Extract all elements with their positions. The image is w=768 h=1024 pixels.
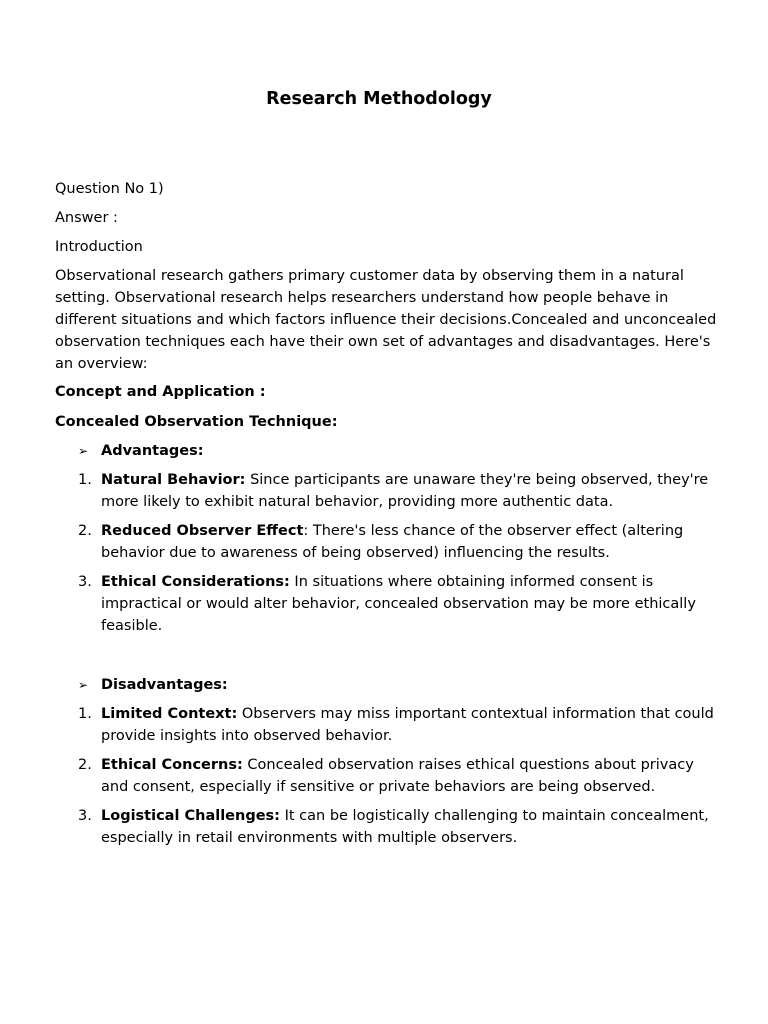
concept-heading: Concept and Application :: [55, 384, 266, 400]
item-term: Logistical Challenges:: [101, 808, 280, 824]
item-first-line: [101, 469, 718, 491]
item-number: 1.: [78, 706, 92, 722]
list-item: [78, 703, 718, 747]
item-first-line: [101, 571, 718, 593]
item-term: Ethical Considerations:: [101, 574, 290, 590]
answer-label: Answer :: [55, 210, 118, 226]
item-first-line: [101, 703, 718, 725]
item-line: feasible.: [101, 618, 163, 634]
item-line: more likely to exhibit natural behavior, providing more authentic data.: [101, 494, 614, 510]
item-text: Observers may miss important contextual information that could: [237, 706, 714, 722]
item-text: : There's less chance of the observer effect (altering: [303, 523, 684, 539]
item-number: 2.: [78, 523, 92, 539]
introduction-heading: Introduction: [55, 239, 143, 255]
item-line: behavior due to awareness of being observed) influencing the results.: [101, 545, 610, 561]
item-first-line: [101, 520, 718, 542]
paragraph-line: Observational research gathers primary customer data by observing them in a natural: [55, 268, 684, 284]
item-number: 3.: [78, 808, 92, 824]
arrow-bullet-icon: ➢: [78, 678, 89, 692]
paragraph-line: an overview:: [55, 356, 148, 372]
item-term: Natural Behavior:: [101, 472, 246, 488]
advantages-label: Advantages:: [101, 443, 204, 459]
item-line: and consent, especially if sensitive or private behaviors are being observed.: [101, 779, 656, 795]
item-first-line: [101, 754, 718, 776]
list-item: [78, 469, 718, 513]
item-term: Reduced Observer Effect: [101, 523, 304, 539]
item-line: especially in retail environments with multiple observers.: [101, 830, 518, 846]
paragraph-line: observation techniques each have their own set of advantages and disadvantages. Here's: [55, 334, 711, 350]
item-number: 2.: [78, 757, 92, 773]
list-item: [78, 754, 718, 798]
list-item: [78, 805, 718, 849]
page-title: Research Methodology: [266, 89, 492, 109]
paragraph-line: different situations and which factors influence their decisions.Concealed and unconcealed: [55, 312, 717, 328]
item-text: It can be logistically challenging to maintain concealment,: [279, 808, 709, 824]
item-term: Ethical Concerns:: [101, 757, 243, 773]
advantages-bullet: [78, 440, 204, 462]
paragraph-line: setting. Observational research helps researchers understand how people behave in: [55, 290, 669, 306]
item-line: impractical or would alter behavior, concealed observation may be more ethically: [101, 596, 696, 612]
question-label: Question No 1): [55, 181, 164, 197]
item-number: 1.: [78, 472, 92, 488]
item-text: In situations where obtaining informed consent is: [289, 574, 654, 590]
disadvantages-bullet: [78, 674, 228, 696]
list-item: [78, 520, 718, 564]
item-text: Since participants are unaware they're being observed, they're: [245, 472, 709, 488]
disadvantages-label: Disadvantages:: [101, 677, 228, 693]
item-text: Concealed observation raises ethical questions about privacy: [242, 757, 694, 773]
item-first-line: [101, 805, 718, 827]
technique-heading: Concealed Observation Technique:: [55, 414, 338, 430]
list-item: [78, 571, 718, 637]
introduction-paragraph: [55, 265, 715, 375]
item-line: provide insights into observed behavior.: [101, 728, 393, 744]
arrow-bullet-icon: ➢: [78, 444, 89, 458]
item-number: 3.: [78, 574, 92, 590]
item-term: Limited Context:: [101, 706, 238, 722]
